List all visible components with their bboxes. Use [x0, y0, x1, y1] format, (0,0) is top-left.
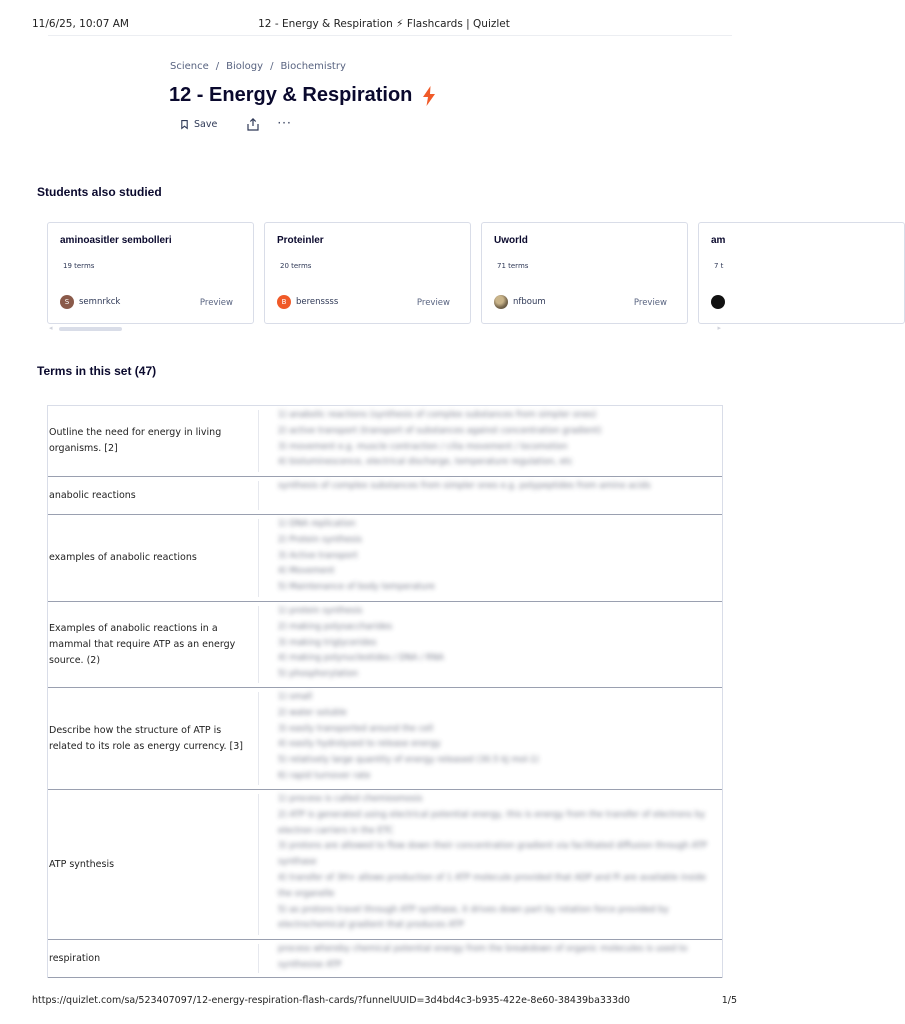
table-row [48, 602, 722, 688]
save-button[interactable] [181, 119, 217, 130]
card-term-count: 19 terms [63, 262, 95, 270]
definition-text: synthesis of complex substances from simpler ones e.g. polypeptides from amino acids [278, 481, 651, 491]
card-term-count: 7 t [714, 262, 724, 270]
carousel-scrollbar[interactable] [47, 326, 723, 332]
card-term-count: 20 terms [280, 262, 312, 270]
scroll-left-icon[interactable]: ◂ [49, 324, 53, 332]
term-text: examples of anabolic reactions [49, 552, 197, 563]
card-author[interactable]: berenssss [296, 297, 339, 307]
card-title: aminoasitler sembolleri [60, 235, 172, 246]
preview-button[interactable]: Preview [199, 298, 233, 308]
breadcrumb [170, 61, 346, 72]
breadcrumb-separator: / [270, 61, 274, 72]
save-label: Save [194, 119, 218, 130]
table-row [48, 477, 722, 515]
table-row [48, 790, 722, 940]
terms-in-set-heading: Terms in this set (47) [37, 364, 157, 378]
term-text: Examples of anabolic reactions in a mammal that require ATP as an energy source. (2) [49, 622, 236, 666]
card-title: am [711, 235, 726, 246]
term-text: Outline the need for energy in living organisms. [2] [49, 427, 222, 454]
page-title [169, 84, 436, 107]
terms-table [47, 405, 723, 978]
table-row [48, 940, 722, 978]
card-author[interactable]: semnrkck [79, 297, 121, 307]
term-text: anabolic reactions [49, 489, 136, 501]
definition-text: 1) small 2) water soluble 3) easily transported around the cell 4) easily hydrolysed to release energy 5) relatively large quantity of energy released (30.5 kJ mol-1) 6) rapid turnover rate [278, 692, 539, 781]
scrollbar-thumb[interactable] [59, 327, 122, 331]
set-actions [181, 115, 292, 131]
set-title-text: 12 - Energy & Respiration [169, 84, 413, 106]
print-url: https://quizlet.com/sa/523407097/12-energy-respiration-flash-cards/?funnelUUID=3d4bd4c3-b935-422e-8e60-38439ba333d0 [32, 995, 631, 1006]
definition-text: process whereby chemical potential energy from the breakdown of organic molecules is used to synthesise ATP [278, 944, 688, 970]
more-options-button[interactable]: ··· [277, 115, 292, 130]
avatar [711, 295, 725, 309]
breadcrumb-separator: / [215, 61, 220, 72]
term-text: respiration [49, 952, 101, 964]
study-set-card[interactable] [481, 222, 688, 324]
avatar [494, 295, 508, 309]
card-term-count: 71 terms [497, 262, 529, 270]
print-header [0, 0, 768, 36]
bookmark-icon [181, 120, 188, 129]
card-author[interactable]: nfboum [513, 297, 546, 307]
preview-button[interactable]: Preview [416, 298, 450, 308]
term-text: Describe how the structure of ATP is related to its role as energy currency. [3] [49, 724, 243, 752]
study-set-card[interactable] [47, 222, 254, 324]
breadcrumb-link-science[interactable]: Science [170, 61, 209, 72]
breadcrumb-link-biochemistry[interactable]: Biochemistry [280, 61, 346, 72]
card-title: Uworld [494, 235, 528, 246]
header-divider [48, 35, 732, 36]
definition-text: 1) protein synthesis 2) making polysaccharides 3) making triglycerides 4) making polynucleotides / DNA / RNA 5) phosphorylation [278, 606, 444, 680]
avatar: S [60, 295, 74, 309]
definition-text: 1) anabolic reactions (synthesis of complex substances from simpler ones) 2) active transport (transport of substances against concentration gradient) 3) movement e.g. muscle contraction / cilia movement / locomotion 4) bioluminescence, electrical discharge, temperature regulation, etc [278, 410, 602, 468]
table-row [48, 688, 722, 790]
print-page-title: 12 - Energy & Respiration ⚡ Flashcards | Quizlet [258, 18, 510, 30]
table-row [48, 515, 722, 602]
scroll-right-icon[interactable]: ▸ [717, 324, 721, 332]
share-icon [247, 118, 259, 131]
preview-button[interactable]: Preview [633, 298, 667, 308]
study-set-card[interactable] [264, 222, 471, 324]
table-row [48, 406, 722, 477]
avatar: B [277, 295, 291, 309]
study-set-card[interactable] [698, 222, 905, 324]
definition-text: 1) DNA replication 2) Protein synthesis 3) Active transport 4) Movement 5) Maintenance of body temperature [278, 519, 435, 593]
print-datetime: 11/6/25, 10:07 AM [32, 18, 129, 30]
study-set-carousel [47, 222, 726, 334]
card-title: Proteinler [277, 235, 324, 246]
students-also-studied-heading: Students also studied [37, 185, 162, 199]
page-number: 1/5 [721, 995, 737, 1006]
share-button[interactable] [247, 118, 259, 131]
definition-text: 1) process is called chemiosmosis 2) ATP is generated using electrical potential energy, this is energy from the transfer of electrons by electron carriers in the ETC 3) protons are allowed to flow down their concentration gradient via facilitated diffusion through ATP synthase 4) transfer of 3H+ allows production of 1 ATP molecule provided that ADP and Pi are available inside the organelle 5) as protons travel through ATP synthase, it drives down part by rotation force provided by electrochemical gradient that produces ATP [278, 794, 708, 931]
term-text: ATP synthesis [49, 858, 115, 870]
breadcrumb-link-biology[interactable]: Biology [226, 61, 264, 72]
lightning-bolt-icon [422, 86, 436, 106]
